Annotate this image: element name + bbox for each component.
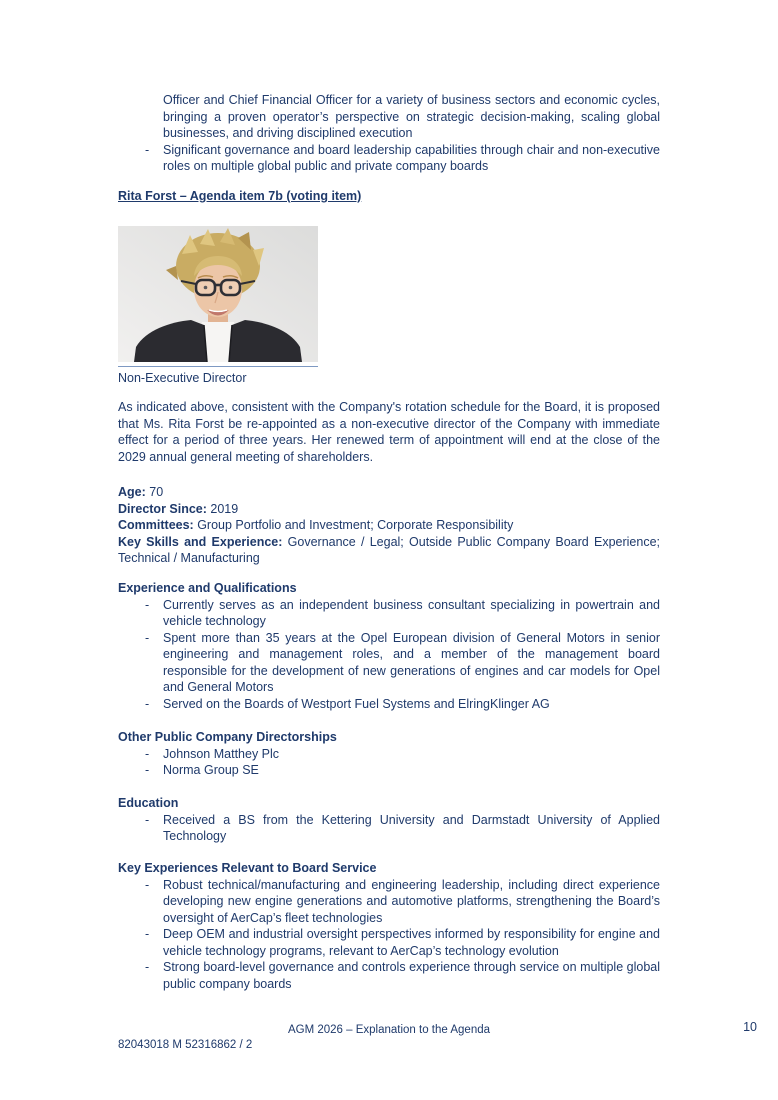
list-item [118,812,660,845]
list-item-text: Served on the Boards of Westport Fuel Systems and ElringKlinger AG [163,696,550,711]
list-item [118,696,660,713]
carryover-text: Officer and Chief Financial Officer for a variety of business sectors and economic cycles, bringing a proven operator’s perspective on strategic decision-making, scaling global businesses, and driving disciplined execution [163,93,660,140]
portrait-photo [118,226,318,362]
fact-key-skills [118,534,660,567]
list-item [118,597,660,630]
footer-page-number: 10 [743,1020,757,1034]
rita-forst-portrait-image [118,226,318,362]
list-item [118,926,660,959]
section-directorships [118,729,660,779]
bullet-marker: - [145,142,150,157]
list-item-text: Robust technical/manufacturing and engineering leadership, including direct experience developing new engine generations and automotive platforms, strengthening the Board’s oversight of AerCap’s fleet technologies [163,877,660,925]
fact-age [118,484,660,501]
list-item [118,630,660,696]
photo-divider-line [118,366,318,367]
fact-value: 70 [145,485,164,499]
fact-value: Governance / Legal; Outside Public Company Board Experience; Technical / Manufacturing [118,534,660,565]
fact-label: Committees: [118,518,194,532]
agenda-item-heading: Rita Forst – Agenda item 7b (voting item) [118,189,362,203]
section-title: Education [118,796,179,810]
section-key-experiences [118,860,660,992]
bullet-marker: - [145,746,150,761]
list-item-text: Strong board-level governance and controls experience through service on multiple global public company boards [163,960,660,991]
fact-director-since [118,501,660,518]
bullet-marker: - [145,630,150,645]
fact-label: Age: [118,485,146,499]
list-item-text: Currently serves as an independent business consultant specializing in powertrain and vehicle technology [163,597,660,628]
intro-paragraph: As indicated above, consistent with the Company's rotation schedule for the Board, it is proposed that Ms. Rita Forst be re-appointed as a non-executive director of the Company with immediate effect for a period of three years. Her renewed term of appointment will end at the close of the 2029 annual general meeting of shareholders. [118,400,660,464]
fact-label: Director Since: [118,501,207,516]
list-item [118,746,660,763]
bullet-marker: - [145,927,150,941]
list-item [118,762,660,779]
facts-block [118,484,660,567]
section-experience [118,580,660,712]
section-title: Experience and Qualifications [118,581,297,595]
fact-value: 2019 [206,501,239,516]
list-item [118,877,660,927]
list-item-text: Deep OEM and industrial oversight perspectives informed by responsibility for engine and vehicle technology programs, relevant to AerCap’s technology evolution [163,927,660,958]
footer-title: AGM 2026 – Explanation to the Agenda [287,1024,491,1036]
list-item-text: Received a BS from the Kettering University and Darmstadt University of Applied Technology [163,812,660,843]
page-content [118,0,660,1100]
bullet-marker: - [145,960,150,974]
list-item [118,959,660,992]
bullet-marker: - [145,877,150,892]
list-item [118,142,660,175]
section-education [118,795,660,845]
list-item-text: Johnson Matthey Plc [163,746,280,761]
bullet-marker: - [145,763,150,777]
bullet-marker: - [145,812,150,827]
section-title: Other Public Company Directorships [118,730,337,744]
fact-value: Group Portfolio and Investment; Corporate Responsibility [193,518,514,532]
list-item-text: Spent more than 35 years at the Opel European division of General Motors in senior engineering and management roles, and a member of the management board responsible for the development of new generations of engines and car models for Opel and General Motors [163,630,660,694]
section-title: Key Experiences Relevant to Board Service [118,861,377,875]
list-item-text: Norma Group SE [163,763,259,777]
list-item-text: Significant governance and board leadership capabilities through chair and non-executive roles on multiple global public and private company boards [163,142,660,173]
list-continuation [118,92,660,175]
fact-committees [118,517,660,534]
bullet-marker: - [145,696,150,711]
footer-doc-id: 82043018 M 52316862 / 2 [118,1039,253,1051]
role-caption: Non-Executive Director [118,371,247,385]
fact-label: Key Skills and Experience: [118,534,283,549]
bullet-marker: - [145,597,150,612]
